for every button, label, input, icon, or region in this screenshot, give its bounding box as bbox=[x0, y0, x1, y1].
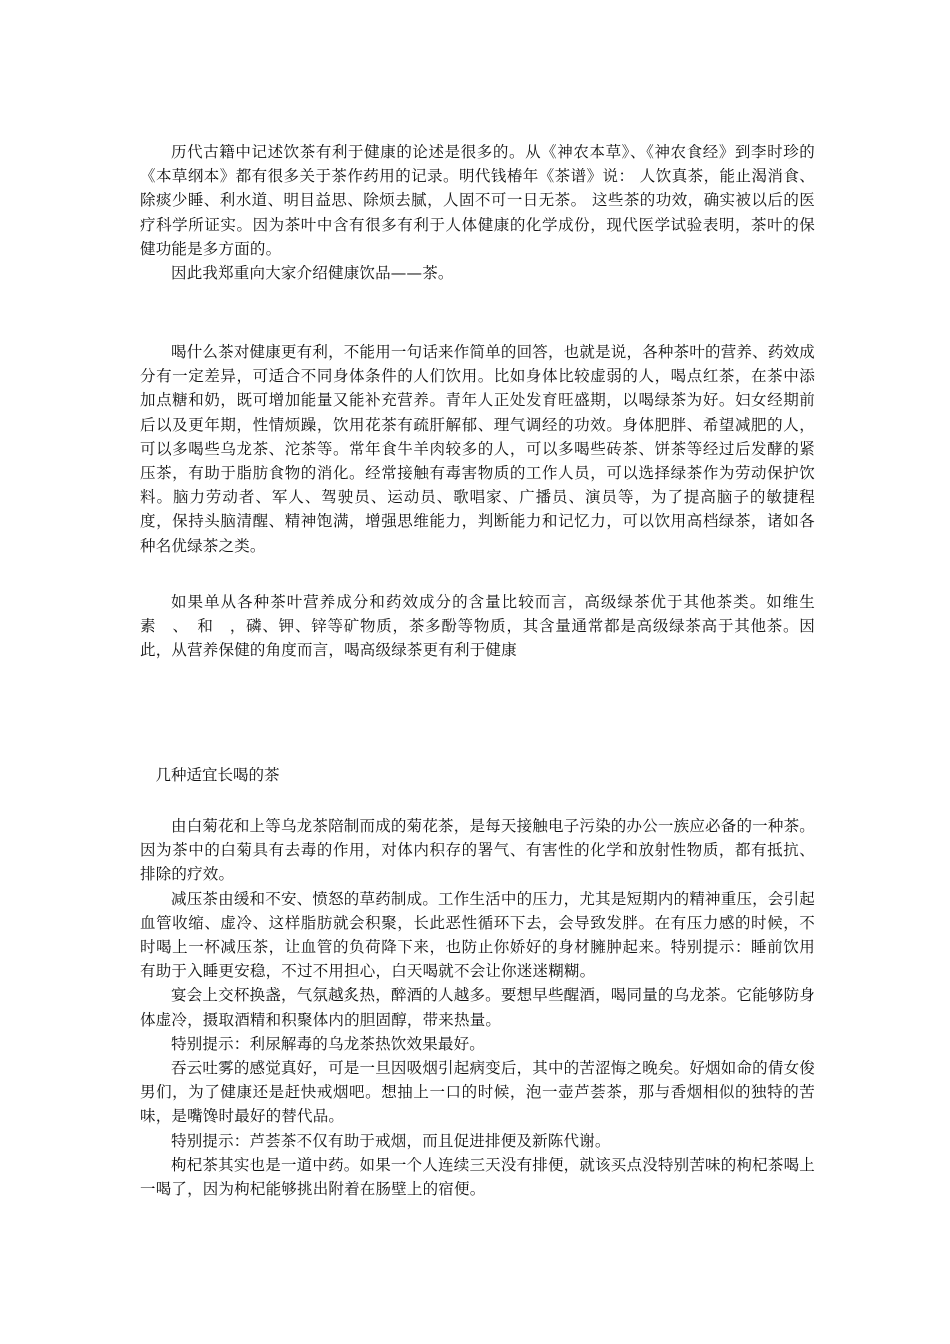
intro-section bbox=[140, 140, 815, 285]
oolong-tea-paragraph: 宴会上交杯换盏，气氛越炙热，醉酒的人越多。要想早些醒酒，喝同量的乌龙茶。它能够防身体虚冷，摄取酒精和积聚体内的胆固醇，带来热量。 bbox=[140, 986, 815, 1029]
chrysanthemum-tea-paragraph: 由白菊花和上等乌龙茶陪制而成的菊花茶，是每天接触电子污染的办公一族应必备的一种茶。因为茶中的白菊具有去毒的作用，对体内积存的署气、有害性的化学和放射性物质，都有抵抗、排除的疗效。 bbox=[140, 817, 815, 884]
tea-types-section bbox=[140, 814, 815, 1201]
oolong-tip-paragraph: 特别提示：利尿解毒的乌龙茶热饮效果最好。 bbox=[171, 1034, 486, 1053]
intro-paragraph: 历代古籍中记述饮茶有利于健康的论述是很多的。从《神农本草》、《神农食经》到李时珍的《本草纲本》都有很多关于茶作药用的记录。明代钱椿年《茶谱》说： 人饮真茶，能止渴消食、除痰少睡、利水道、明目益思、除烦去腻，人固不可一日无茶。 这些茶的功效，确实被以后的医疗科学所证实。因为茶叶中含有很多有利于人体健康的化学成份，现代医学试验表明，茶叶的保健功能是多方面的。 bbox=[140, 143, 815, 258]
aloe-tea-paragraph: 吞云吐雾的感觉真好，可是一旦因吸烟引起病变后，其中的苦涩悔之晚矣。好烟如命的倩女俊男们，为了健康还是赶快戒烟吧。想抽上一口的时候，泡一壶芦荟茶，那与香烟相似的独特的苦味，是嘴馋时最好的替代品。 bbox=[140, 1059, 815, 1126]
intro-conclusion: 因此我郑重向大家介绍健康饮品——茶。 bbox=[171, 264, 454, 283]
aloe-tip-paragraph: 特别提示：芦荟茶不仅有助于戒烟，而且促进排便及新陈代谢。 bbox=[171, 1131, 611, 1150]
section-heading: 几种适宜长喝的茶 bbox=[155, 766, 280, 784]
nutrition-paragraph: 如果单从各种茶叶营养成分和药效成分的含量比较而言，高级绿茶优于其他茶类。如维生素 、 和 ，磷、钾、锌等矿物质，茶多酚等物质，其含量通常都是高级绿茶高于其他茶。因此，从营养保健的角度而言，喝高级绿茶更有利于健康 bbox=[140, 593, 815, 660]
goji-tea-paragraph: 枸杞茶其实也是一道中药。如果一个人连续三天没有排便，就该买点没特别苦味的枸杞茶喝上一喝了，因为枸杞能够挑出附着在肠壁上的宿便。 bbox=[140, 1155, 815, 1199]
stress-relief-tea-paragraph: 减压茶由缓和不安、愤怒的草药制成。工作生活中的压力，尤其是短期内的精神重压，会引起血管收缩、虚冷、这样脂肪就会积聚，长此恶性循环下去，会导致发胖。在有压力感的时候，不时喝上一杯减压茶，让血管的负荷降下来，也防止你娇好的身材臃肿起来。特别提示：睡前饮用有助于入睡更安稳，不过不用担心，白天喝就不会让你迷迷糊糊。 bbox=[140, 889, 815, 981]
nutrition-section bbox=[140, 590, 815, 663]
which-tea-section bbox=[140, 340, 815, 558]
which-tea-paragraph: 喝什么茶对健康更有利，不能用一句话来作简单的回答，也就是说，各种茶叶的营养、药效成分有一定差异，可适合不同身体条件的人们饮用。比如身体比较虚弱的人，喝点红茶，在茶中添加点糖和奶，既可增加能量又能补充营养。青年人正处发育旺盛期，以喝绿茶为好。妇女经期前后以及更年期，性情烦躁，饮用花茶有疏肝解郁、理气调经的功效。身体肥胖、希望减肥的人，可以多喝些乌龙茶、沱茶等。常年食牛羊肉较多的人，可以多喝些砖茶、饼茶等经过后发酵的紧压茶，有助于脂肪食物的消化。经常接触有毒害物质的工作人员，可以选择绿茶作为劳动保护饮料。脑力劳动者、军人、驾驶员、运动员、歌唱家、广播员、演员等，为了提高脑子的敏捷程度，保持头脑清醒、精神饱满，增强思维能力，判断能力和记忆力，可以饮用高档绿茶，诸如各种名优绿茶之类。 bbox=[140, 343, 815, 555]
